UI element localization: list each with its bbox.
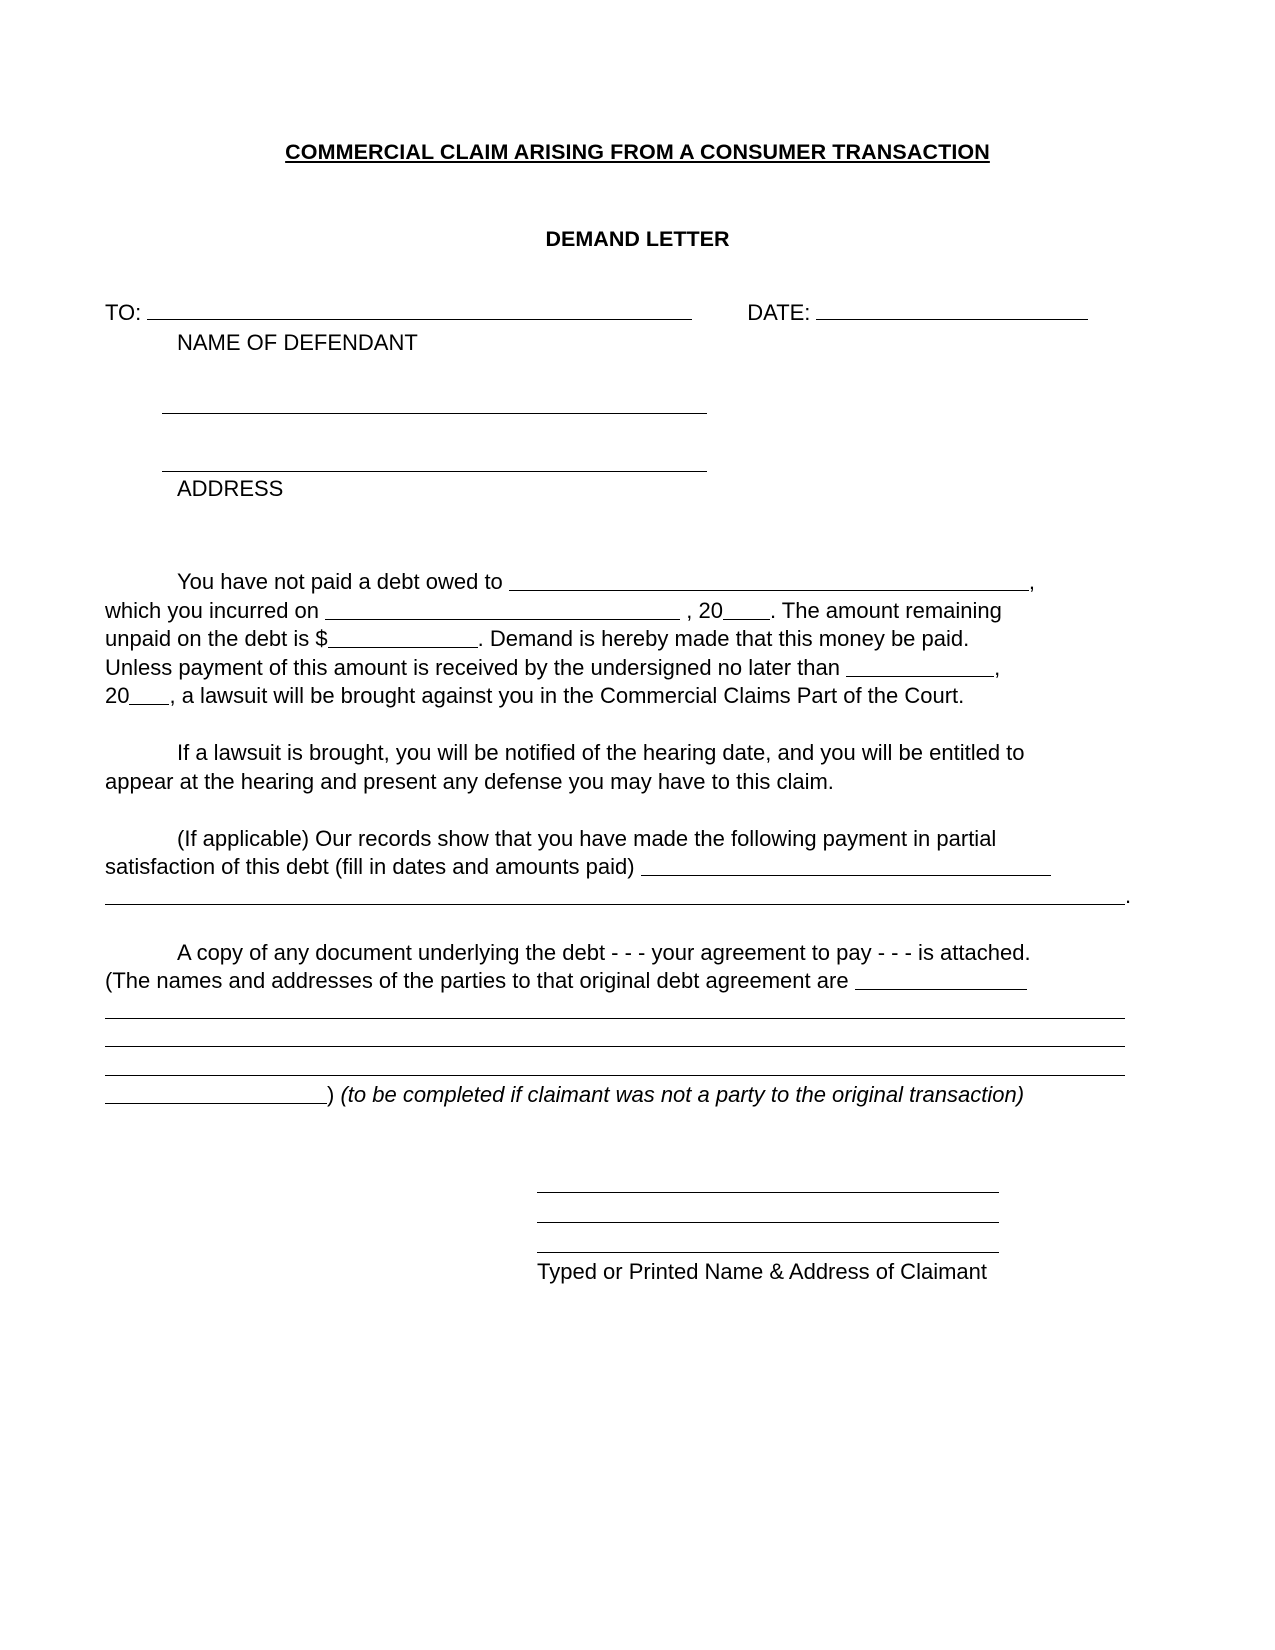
paragraph-2 (105, 739, 1170, 796)
p2-line1: If a lawsuit is brought, you will be notified of the hearing date, and you will be entitled to (177, 740, 1025, 765)
payments-field-line-1[interactable] (641, 858, 1051, 876)
parties-field-line-2[interactable] (105, 1001, 1125, 1019)
document-subtitle: DEMAND LETTER (545, 227, 730, 251)
p1-part2: , (1028, 569, 1036, 594)
claimant-field-line-3[interactable] (537, 1252, 999, 1253)
address-field-line-2[interactable] (162, 471, 707, 472)
p1-part8: Unless payment of this amount is received by the undersigned no later than (105, 654, 847, 680)
incurred-date-field[interactable] (325, 602, 680, 620)
amount-unpaid-field[interactable] (328, 630, 478, 648)
p1-part1: You have not paid a debt owed to (177, 569, 509, 594)
signature-caption: Typed or Printed Name & Address of Claimant (537, 1258, 987, 1284)
deadline-date-field[interactable] (846, 659, 994, 677)
name-of-defendant-caption: NAME OF DEFENDANT (177, 330, 418, 355)
paragraph-3 (105, 825, 1170, 911)
deadline-year-field[interactable] (129, 687, 169, 705)
p4-italic-note: (to be completed if claimant was not a party to the original transaction) (340, 1082, 1025, 1107)
p1-part3: which you incurred on (105, 597, 326, 623)
p1-part6: unpaid on the debt is $ (105, 626, 328, 651)
claimant-field-line-1[interactable] (537, 1192, 999, 1193)
p1-part4: , 20 (680, 597, 723, 623)
to-date-row (105, 300, 1170, 326)
p4-line2: (The names and addresses of the parties to that original debt agreement are (105, 968, 855, 993)
paragraph-4 (105, 939, 1170, 1110)
p3-line2: satisfaction of this debt (fill in dates and amounts paid) (105, 854, 641, 879)
incurred-year-field[interactable] (723, 602, 770, 620)
address-caption: ADDRESS (177, 476, 284, 501)
p2-line2: appear at the hearing and present any defense you may have to this claim. (105, 768, 834, 794)
p4-line1: A copy of any document underlying the debt - - - your agreement to pay - - - is attached. (177, 939, 1031, 965)
parties-field-line-3[interactable] (105, 1029, 1125, 1047)
p1-part7: . Demand is hereby made that this money be paid. (477, 626, 970, 651)
parties-field-line-4[interactable] (105, 1058, 1125, 1076)
address-line-2-wrap (162, 471, 1170, 472)
payments-field-line-2[interactable] (105, 887, 1125, 905)
p3-line1: (If applicable) Our records show that you have made the following payment in partial (177, 825, 997, 851)
parties-field-line-5[interactable] (105, 1086, 327, 1104)
p1-part11: , a lawsuit will be brought against you in the Commercial Claims Part of the Court. (169, 683, 965, 708)
p3-line3-end: . (1125, 882, 1132, 908)
page-title: COMMERCIAL CLAIM ARISING FROM A CONSUMER TRANSACTION (285, 140, 990, 164)
paragraph-gap-2 (105, 796, 1170, 825)
date-label: DATE: (747, 300, 811, 325)
spacer-1 (105, 356, 1170, 413)
date-field[interactable] (816, 319, 1088, 320)
parties-field-line-1[interactable] (855, 972, 1027, 990)
defendant-name-field[interactable] (147, 319, 692, 320)
p1-part10: 20 (105, 683, 130, 708)
paragraph-gap-3 (105, 910, 1170, 939)
claimant-field-line-2[interactable] (537, 1222, 999, 1223)
p1-part9: , (994, 654, 1001, 680)
to-label: TO: (105, 300, 142, 325)
p4-closing-paren: ) (327, 1082, 335, 1107)
creditor-name-field[interactable] (509, 573, 1029, 591)
spacer-2 (105, 414, 1170, 471)
p1-part5: . The amount remaining (769, 597, 1002, 623)
signature-block (537, 1192, 1007, 1285)
paragraph-1 (105, 568, 1170, 711)
letter-body (105, 568, 1170, 1110)
paragraph-gap-1 (105, 711, 1170, 740)
